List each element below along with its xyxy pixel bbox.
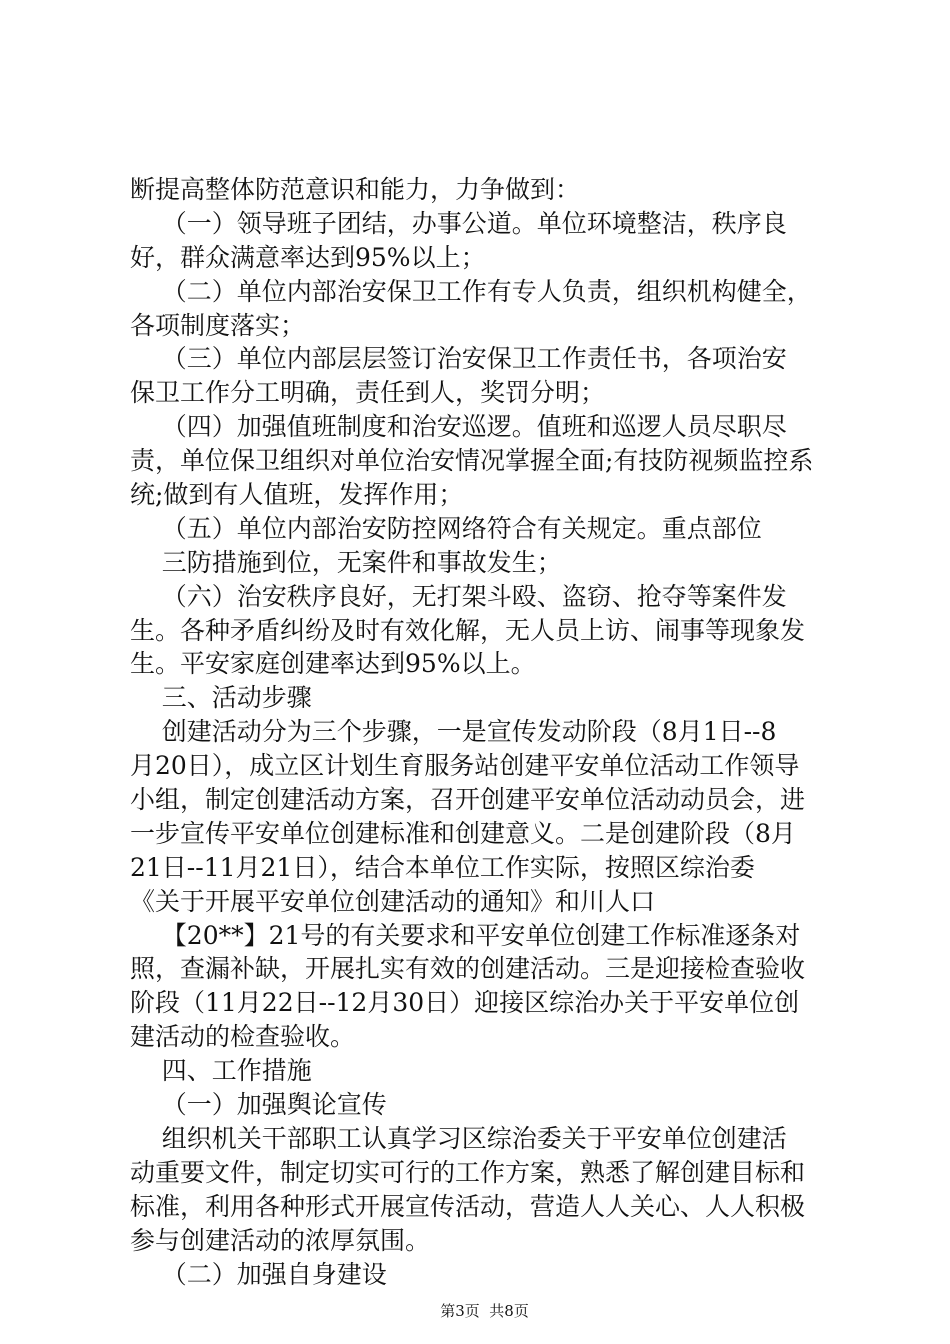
text-line: （四）加强值班制度和治安巡逻。值班和巡逻人员尽职尽 [130, 412, 787, 442]
text-line: 建活动的检查验收。 [130, 1022, 356, 1052]
text-line: 保卫工作分工明确，责任到人，奖罚分明； [130, 378, 606, 408]
text-line: 标准，利用各种形式开展宣传活动，营造人人关心、人人积极 [130, 1191, 806, 1221]
text-line: （二）单位内部治安保卫工作有专人负责，组织机构健全， [130, 276, 812, 306]
text-line: 21日--11月21日），结合本单位工作实际，按照区综治委 [130, 852, 755, 882]
section-heading: 四、工作措施 [130, 1056, 312, 1086]
page-footer [0, 1281, 950, 1341]
text-line: （三）单位内部层层签订治安保卫工作责任书，各项治安 [130, 344, 787, 374]
text-line: 动重要文件，制定切实可行的工作方案，熟悉了解创建目标和 [130, 1157, 806, 1187]
text-line: （五）单位内部治安防控网络符合有关规定。重点部位 [130, 513, 762, 543]
text-line: 一步宣传平安单位创建标准和创建意义。二是创建阶段（8月 [130, 818, 796, 848]
text-line: 生。各种矛盾纠纷及时有效化解，无人员上访、闹事等现象发 [130, 615, 806, 645]
subsection-heading: （一）加强舆论宣传 [130, 1090, 387, 1120]
text-line: （一）领导班子团结，办事公道。单位环境整洁，秩序良 [130, 208, 787, 238]
text-line: 生。平安家庭创建率达到95%以上。 [130, 649, 536, 679]
text-line: 小组，制定创建活动方案，召开创建平安单位活动动员会，进 [130, 785, 806, 815]
text-line: 组织机关干部职工认真学习区综治委关于平安单位创建活 [130, 1123, 787, 1153]
text-line: 责，单位保卫组织对单位治安情况掌握全面;有技防视频监控系 [130, 446, 814, 476]
subsection-heading: （二）加强自身建设 [130, 1259, 387, 1289]
document-body [130, 173, 830, 1291]
text-line: 断提高整体防范意识和能力，力争做到： [130, 175, 581, 204]
text-line: 《关于开展平安单位创建活动的通知》和川人口 [130, 886, 656, 916]
text-line: 三防措施到位，无案件和事故发生； [130, 547, 562, 577]
text-line: 参与创建活动的浓厚氛围。 [130, 1225, 431, 1255]
text-line: 各项制度落实； [130, 310, 306, 340]
text-line: （六）治安秩序良好，无打架斗殴、盗窃、抢夺等案件发 [130, 581, 787, 611]
page-number: 第3页 共8页 [440, 1302, 529, 1320]
text-line: 创建活动分为三个步骤，一是宣传发动阶段（8月1日--8 [130, 717, 777, 747]
text-line: 月20日），成立区计划生育服务站创建平安单位活动工作领导 [130, 751, 800, 781]
section-heading: 三、活动步骤 [130, 683, 312, 713]
text-line: 阶段（11月22日--12月30日）迎接区综治办关于平安单位创 [130, 988, 800, 1018]
text-line: 统;做到有人值班，发挥作用； [130, 480, 464, 510]
text-line: 【20**】21号的有关要求和平安单位创建工作标准逐条对 [130, 920, 801, 950]
text-line: 好，群众满意率达到95%以上； [130, 242, 486, 272]
text-line: 照，查漏补缺，开展扎实有效的创建活动。三是迎接检查验收 [130, 954, 806, 984]
